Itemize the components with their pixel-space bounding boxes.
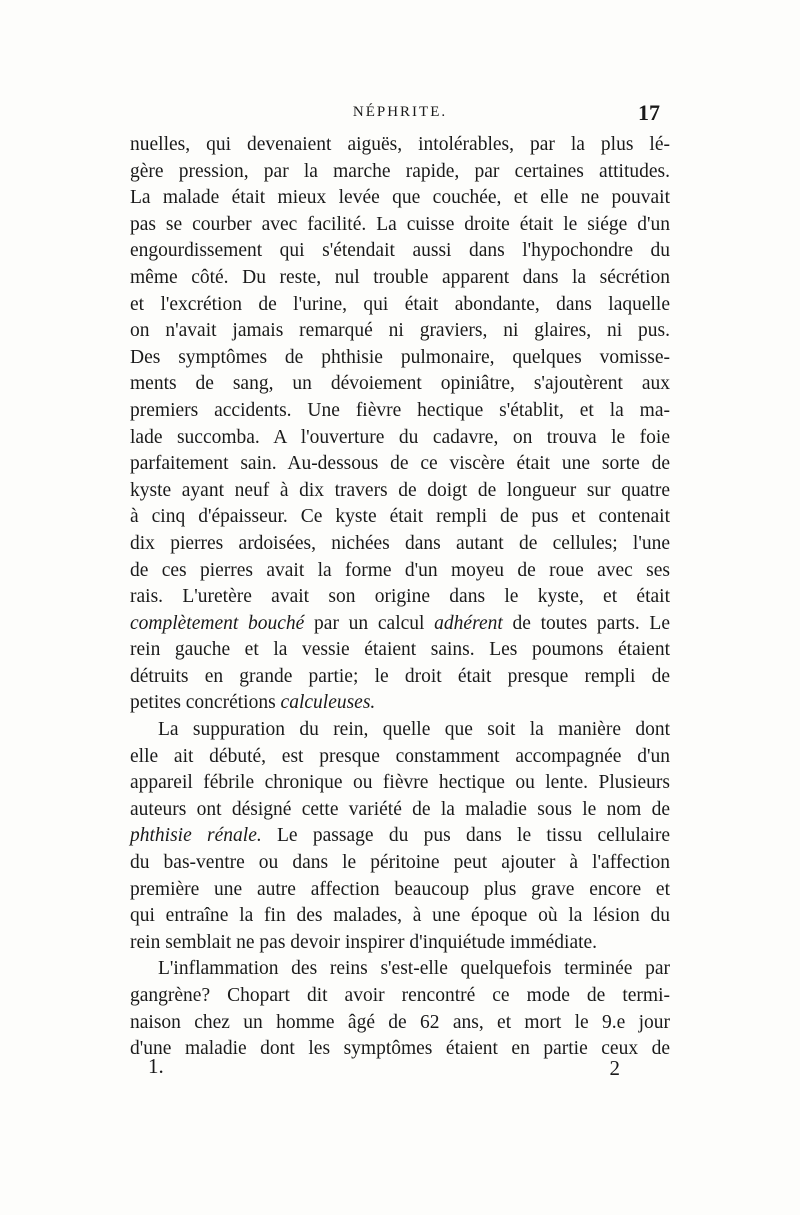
signature-mark: 1.	[148, 1054, 164, 1078]
italic-phrase: complètement bouché	[130, 612, 305, 634]
text-line-mixed	[130, 690, 670, 717]
italic-phrase: calculeuses.	[280, 692, 376, 714]
text-line: qui entraîne la fin des malades, à une époque où la lésion du	[130, 905, 670, 927]
page-header	[140, 100, 660, 130]
text-line: rais. L'uretère avait son origine dans le kyste, et était	[130, 586, 670, 608]
text-line: engourdissement qui s'étendait aussi dans l'hypochondre du	[130, 240, 670, 262]
text-line: on n'avait jamais remarqué ni graviers, ni glaires, ni pus.	[130, 320, 670, 342]
text-line: gangrène? Chopart dit avoir rencontré ce mode de termi-	[130, 985, 670, 1006]
running-title: NÉPHRITE.	[352, 104, 448, 120]
text-line: détruits en grande partie; le droit était presque rempli de	[130, 665, 670, 687]
text-line: à cinq d'épaisseur. Ce kyste était rempli de pus et contenait	[130, 506, 670, 528]
text-line-mixed	[130, 823, 670, 850]
text-line: ments de sang, un dévoiement opiniâtre, s'ajoutèrent aux	[130, 373, 670, 395]
paragraph-first-line: L'inflammation des reins s'est-elle quelquefois terminée par	[158, 958, 670, 980]
text-line: du bas-ventre ou dans le péritoine peut ajouter à l'affection	[130, 852, 670, 874]
text-line: parfaitement sain. Au-dessous de ce viscère était une sorte de	[130, 453, 670, 475]
text-line-mixed	[130, 611, 670, 638]
text-line: kyste ayant neuf à dix travers de doigt de longueur sur quatre	[130, 479, 670, 501]
text-line: d'une maladie dont les symptômes étaient en partie ceux de	[130, 1038, 670, 1060]
italic-phrase: adhérent	[434, 612, 503, 634]
text-line: de ces pierres avait la forme d'un moyeu de roue avec ses	[130, 559, 670, 581]
text-line: La malade était mieux levée que couchée, et elle ne pouvait	[130, 187, 670, 209]
paragraph-first-line: La suppuration du rein, quelle que soit la manière dont	[158, 719, 670, 741]
text-line: rein semblait ne pas devoir inspirer d'inquiétude immédiate.	[130, 931, 598, 953]
text-fragment: par un calcul	[304, 612, 435, 634]
text-line: pas se courber avec facilité. La cuisse droite était le siége d'un	[130, 213, 670, 235]
text-line: auteurs ont désigné cette variété de la maladie sous le nom de	[130, 798, 670, 820]
italic-phrase: phthisie rénale.	[130, 825, 262, 847]
text-line: même côté. Du reste, nul trouble apparent dans la sécrétion	[130, 266, 670, 288]
text-line: lade succomba. A l'ouverture du cadavre, on trouva le foie	[130, 426, 670, 448]
text-line: naison chez un homme âgé de 62 ans, et mort le 9.e jour	[130, 1011, 670, 1033]
text-line: première une autre affection beaucoup plus grave encore et	[130, 878, 670, 900]
text-line: elle ait débuté, est presque constamment accompagnée d'un	[130, 745, 670, 767]
body-text	[130, 132, 670, 1063]
text-line: dix pierres ardoisées, nichées dans autant de cellules; l'une	[130, 532, 670, 554]
text-line: appareil fébrile chronique ou fièvre hectique ou lente. Plusieurs	[130, 772, 670, 794]
text-line: premiers accidents. Une fièvre hectique s'établit, et la ma-	[130, 399, 670, 421]
signature-number: 2	[609, 1056, 620, 1080]
text-fragment: petites concrétions	[130, 692, 281, 714]
page-number: 17	[638, 100, 660, 125]
text-line: nuelles, qui devenaient aiguës, intolérables, par la plus lé-	[130, 134, 670, 155]
text-fragment: de toutes parts. Le	[502, 612, 670, 634]
page-footer	[140, 1054, 620, 1084]
text-line: Des symptômes de phthisie pulmonaire, quelques vomisse-	[130, 346, 670, 368]
text-line: rein gauche et la vessie étaient sains. Les poumons étaient	[130, 639, 670, 661]
text-line: gère pression, par la marche rapide, par certaines attitudes.	[130, 160, 670, 182]
text-line: et l'excrétion de l'urine, qui était abondante, dans laquelle	[130, 293, 670, 315]
text-fragment: Le passage du pus dans le tissu cellulaire	[261, 825, 670, 847]
